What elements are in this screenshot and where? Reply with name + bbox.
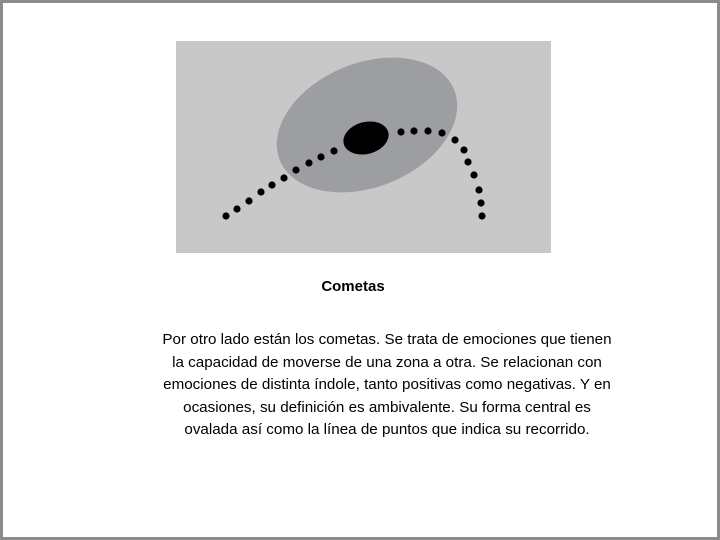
trail-dot xyxy=(424,127,431,134)
trail-dot xyxy=(477,199,484,206)
trail-dot xyxy=(305,159,312,166)
trail-dot xyxy=(233,205,240,212)
trail-dot xyxy=(268,181,275,188)
trail-dot xyxy=(464,158,471,165)
slide-body-text: Por otro lado están los cometas. Se trata de emociones que tienen la capacidad de moverse de una zona a otra. Se relacionan con emociones de distinta índole, tanto positivas como negativas. Y en ocasiones, su definición es ambivalente. Su forma central es ovalada así como la línea de puntos que indica su recorrido. xyxy=(162,331,612,438)
trail-dot xyxy=(451,136,458,143)
trail-dot xyxy=(330,147,337,154)
trail-dot xyxy=(280,174,287,181)
trail-dot xyxy=(257,188,264,195)
trail-dot xyxy=(470,171,477,178)
trail-dot xyxy=(317,153,324,160)
trail-dot xyxy=(222,212,229,219)
trail-dot xyxy=(460,146,467,153)
trail-dot xyxy=(478,212,485,219)
trail-dot xyxy=(410,127,417,134)
trail-dot xyxy=(438,129,445,136)
trail-dot xyxy=(292,166,299,173)
trail-dot xyxy=(397,128,404,135)
trail-dot xyxy=(245,197,252,204)
comet-illustration xyxy=(176,41,551,253)
slide-title: Cometas xyxy=(321,278,385,295)
trail-dot xyxy=(475,186,482,193)
